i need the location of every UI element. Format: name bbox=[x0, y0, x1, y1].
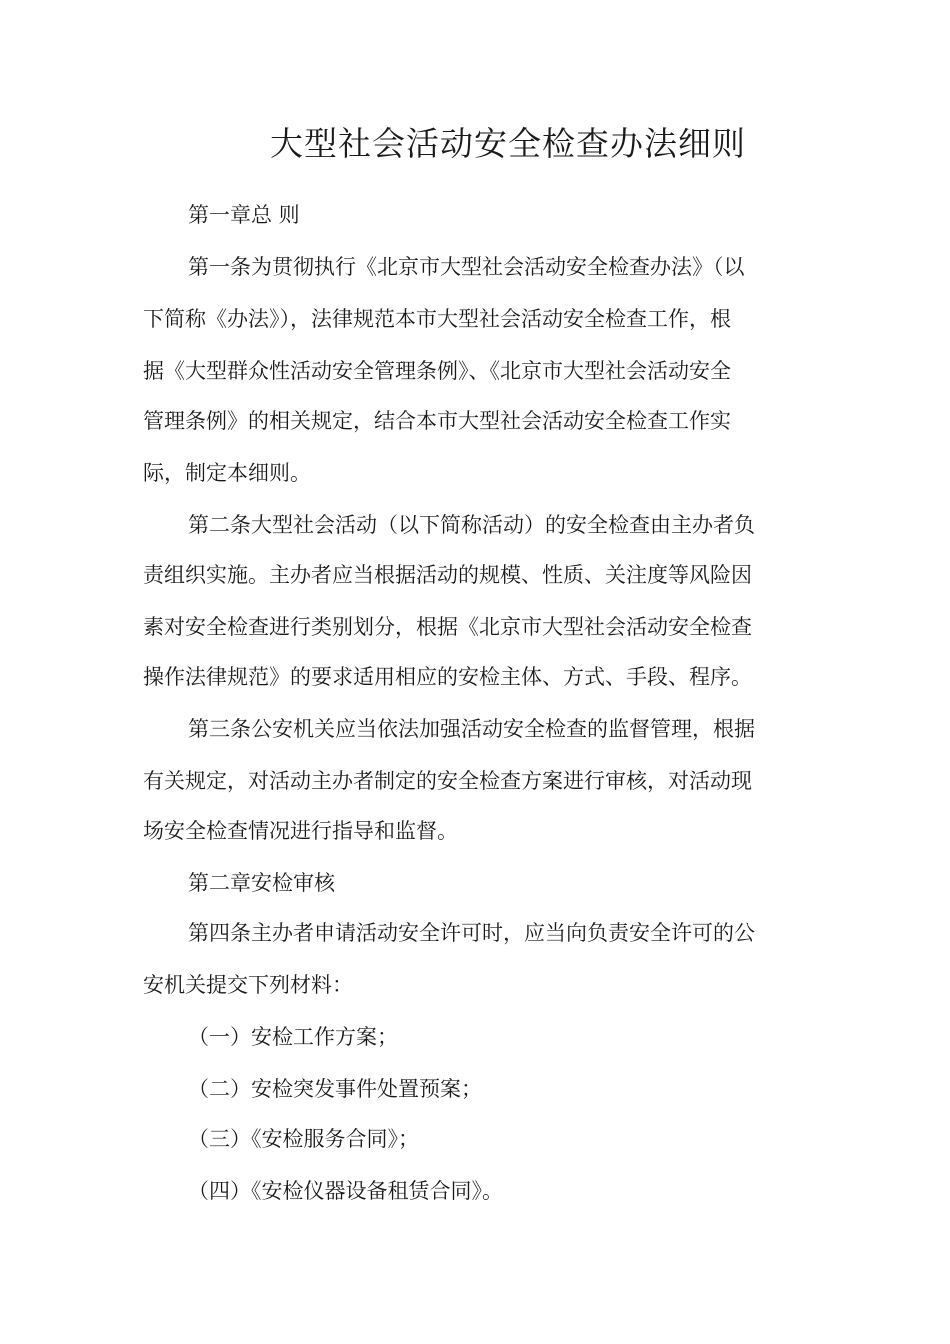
article-1-line: 际，制定本细则。 bbox=[143, 461, 311, 485]
article-4-line: 第四条主办者申请活动安全许可时，应当向负责安全许可的公 bbox=[188, 921, 755, 945]
article-2-line: 第二条大型社会活动（以下简称活动）的安全检查由主办者负 bbox=[188, 513, 755, 537]
article-3-line: 场安全检查情况进行指导和监督。 bbox=[143, 819, 458, 843]
material-list-item: （二）安检突发事件处置预案； bbox=[188, 1077, 482, 1101]
article-1-line: 第一条为贯彻执行《北京市大型社会活动安全检查办法》（以 bbox=[188, 255, 745, 279]
document-title: 大型社会活动安全检查办法细则 bbox=[270, 124, 746, 163]
article-1-line: 管理条例》的相关规定，结合本市大型社会活动安全检查工作实 bbox=[143, 409, 731, 433]
chapter-heading: 第一章总 则 bbox=[188, 203, 300, 227]
article-2-line: 素对安全检查进行类别划分，根据《北京市大型社会活动安全检查 bbox=[143, 615, 752, 639]
chapter-heading: 第二章安检审核 bbox=[188, 871, 335, 895]
material-list-item: （四）《安检仪器设备租赁合同》。 bbox=[188, 1179, 503, 1203]
material-list-item: （三）《安检服务合同》； bbox=[188, 1127, 419, 1151]
article-3-line: 第三条公安机关应当依法加强活动安全检查的监督管理，根据 bbox=[188, 717, 755, 741]
article-1-line: 下简称《办法》），法律规范本市大型社会活动安全检查工作，根 bbox=[143, 307, 731, 331]
article-4-line: 安机关提交下列材料： bbox=[143, 973, 353, 997]
material-list-item: （一）安检工作方案； bbox=[188, 1025, 398, 1049]
article-2-line: 责组织实施。主办者应当根据活动的规模、性质、关注度等风险因 bbox=[143, 563, 752, 587]
article-1-line: 据《大型群众性活动安全管理条例》、《北京市大型社会活动安全 bbox=[143, 359, 731, 383]
article-3-line: 有关规定，对活动主办者制定的安全检查方案进行审核，对活动现 bbox=[143, 769, 752, 793]
article-2-line: 操作法律规范》的要求适用相应的安检主体、方式、手段、程序。 bbox=[143, 665, 752, 689]
